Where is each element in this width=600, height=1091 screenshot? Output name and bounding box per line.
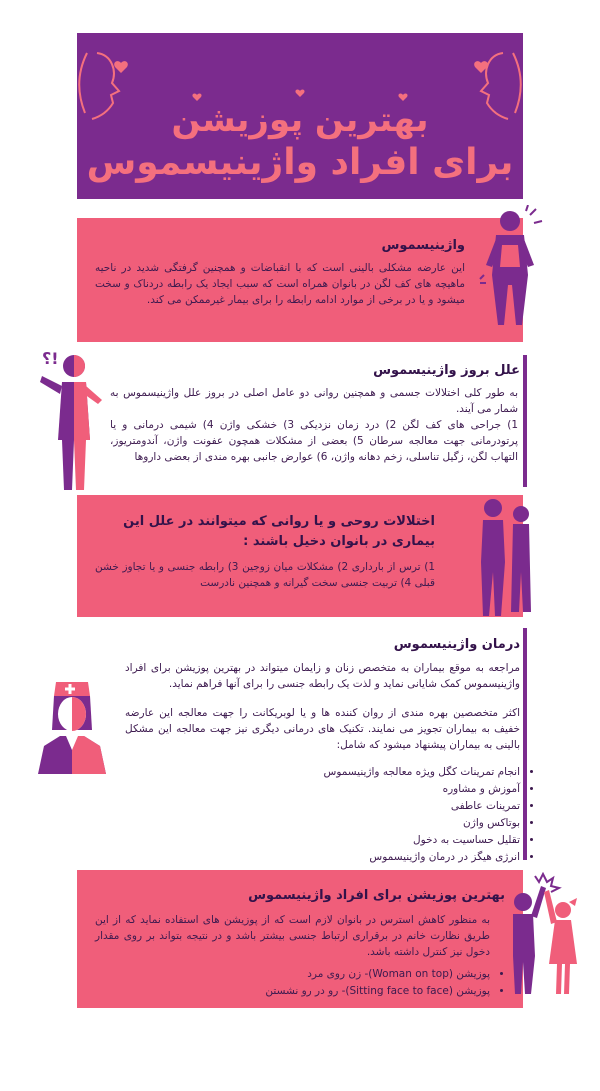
section-causes-title: علل بروز واژینیسموس [373,363,520,378]
couple-high-five-illustration [505,872,585,998]
section-best-position-title: بهترین پوزیشن برای افراد واژینیسموس [248,888,505,903]
section-causes-para-1: به طور کلی اختلالات جسمی و همچنین روانی دو عامل اصلی در بروز علل واژینیسموس به شمار می آیند. [110,387,518,415]
list-item: • تقلیل حساسیت به دخول [125,832,520,849]
section-vaginismus-title: واژینیسموس [381,238,465,253]
heart-icon [114,61,128,73]
list-item: • پوزیشن (Woman on top)- زن روی مرد [95,966,490,983]
page-title-line-1: بهترین پوزیشن [171,100,429,140]
list-item: • انرژی هیگز در درمان واژینیسموس [125,849,520,866]
section-causes-para-2: 1) جراحی های کف لگن 2) درد زمان نزدیکی 3) خشکی واژن 4) شیمی درمانی و یا پرتودرمانی جهت معالجه سرطان 5) بعضی از مشکلات همچون عفونت واژن، آندومتریوز، التهاب لگن، زگیل تناسلی، زخم دهانه واژن، 6) عوارض جانبی بهره مندی از بعضی داروها [110,419,519,463]
question-exclamation-icon: ؟! [42,349,59,368]
woman-in-pain-illustration [478,205,548,347]
list-item: • تمرینات عاطفی [125,798,520,815]
section-treatment-para-1: مراجعه به موقع بیماران به متخصص زنان و زایمان میتواند در بهترین پوزیشن برای افراد واژینیسموس کمک شایانی نماید و لذت یک رابطه جنسی را برای آنها فراهم نماید. [125,662,520,690]
spark-icon [535,874,559,892]
confused-woman-illustration [30,340,110,495]
list-item: • پوزیشن (Sitting face to face)- رو در رو نشستن [95,983,490,1000]
section-treatment-para-2: اکثر متخصصین بهره مندی از روان کننده ها و یا لوبریکانت را جهت معالجه این عارضه خفیف به بیماران تجویز می نمایند. تکنیک های درمانی دیگری نیز جهت معالجه این مشکل بالینی به بیماران پیشنهاد میشود که شامل: [125,707,520,751]
section-treatment-title: درمان واژینیسموس [393,637,520,652]
treatment-list [125,764,534,866]
list-item: • بوتاکس واژن [125,815,520,832]
nurse-illustration [30,670,114,774]
section-best-position-body: به منظور کاهش استرس در بانوان لازم است که از پوزیشن های استفاده نماید که از این طریق نظارت خانم در برقراری ارتباط جنسی بیشتر باشد و در نتیجه بتواند بر روی مقدار دخول نیز کنترل داشته باشد. [95,914,490,958]
list-item: • آموزش و مشاوره [125,781,520,798]
section-vaginismus-body: این عارضه مشکلی بالینی است که با انقباضات و همچنین گرفتگی شدید در ناحیه ماهیچه های کف لگن در بانوان همراه است که سبب ایجاد یک رابطه دردناک و سخت میشود و یا در برخی از موارد ادامه رابطه را برای بیمار غیرممکن می کند. [95,262,465,306]
list-item: • انجام تمرینات کگل ویژه معالجه واژینیسموس [125,764,520,781]
page-title-line-2: برای افراد واژینیسموس [86,142,514,183]
couple-back-to-back-illustration [465,492,545,620]
section-psychological-body: 1) ترس از بارداری 2) مشکلات میان زوجین 3) رابطه جنسی و یا تجاوز خشن قبلی 4) تربیت جنسی سخت گیرانه و همچنین نادرست [95,561,436,589]
positions-list [95,966,504,1000]
section-psychological-title: اختلالات روحی و یا روانی که میتوانند در علل این بیماری در بانوان دخیل باشند : [123,514,435,549]
